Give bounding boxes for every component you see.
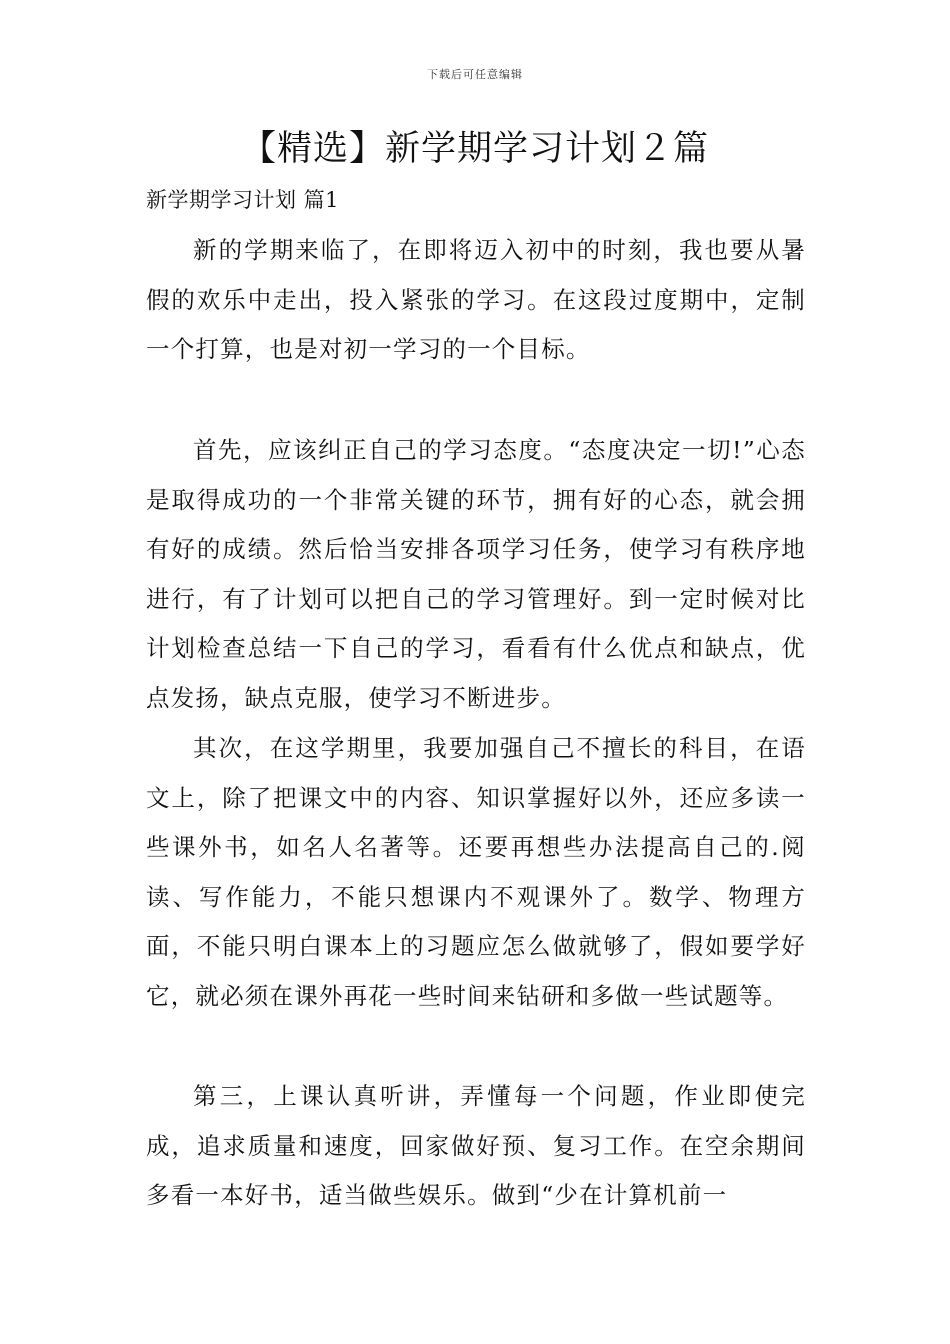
paragraph-subjects: 其次，在这学期里，我要加强自己不擅长的科目，在语文上，除了把课文中的内容、知识掌握好以外，还应多读一些课外书，如名人名著等。还要再想些办法提高自己的.阅读、写作能力，不能只想课内不观课外了。数学、物理方面，不能只明白课本上的习题应怎么做就够了，假如要学好它，就必须在课外再花一些时间来钻研和多做一些试题等。 bbox=[146, 734, 806, 1010]
header-note: 下载后可任意编辑 bbox=[427, 68, 523, 81]
paragraph-attitude: 首先，应该纠正自己的学习态度。“态度决定一切!”心态是取得成功的一个非常关键的环节，拥有好的心态，就会拥有好的成绩。然后恰当安排各项学习任务，使学习有秩序地进行，有了计划可以把自己的学习管理好。到一定时候对比计划检查总结一下自己的学习，看看有什么优点和缺点，优点发扬，缺点克服，使学习不断进步。 bbox=[146, 436, 806, 712]
paragraph-intro: 新的学期来临了，在即将迈入初中的时刻，我也要从暑假的欢乐中走出，投入紧张的学习。在这段过度期中，定制一个打算，也是对初一学习的一个目标。 bbox=[146, 236, 806, 363]
paragraph-classwork: 第三，上课认真听讲，弄懂每一个问题，作业即使完成，追求质量和速度，回家做好预、复习工作。在空余期间多看一本好书，适当做些娱乐。做到“少在计算机前一 bbox=[146, 1082, 806, 1209]
document-title: 【精选】新学期学习计划２篇 bbox=[240, 129, 709, 169]
section-subtitle: 新学期学习计划 篇1 bbox=[146, 188, 340, 212]
